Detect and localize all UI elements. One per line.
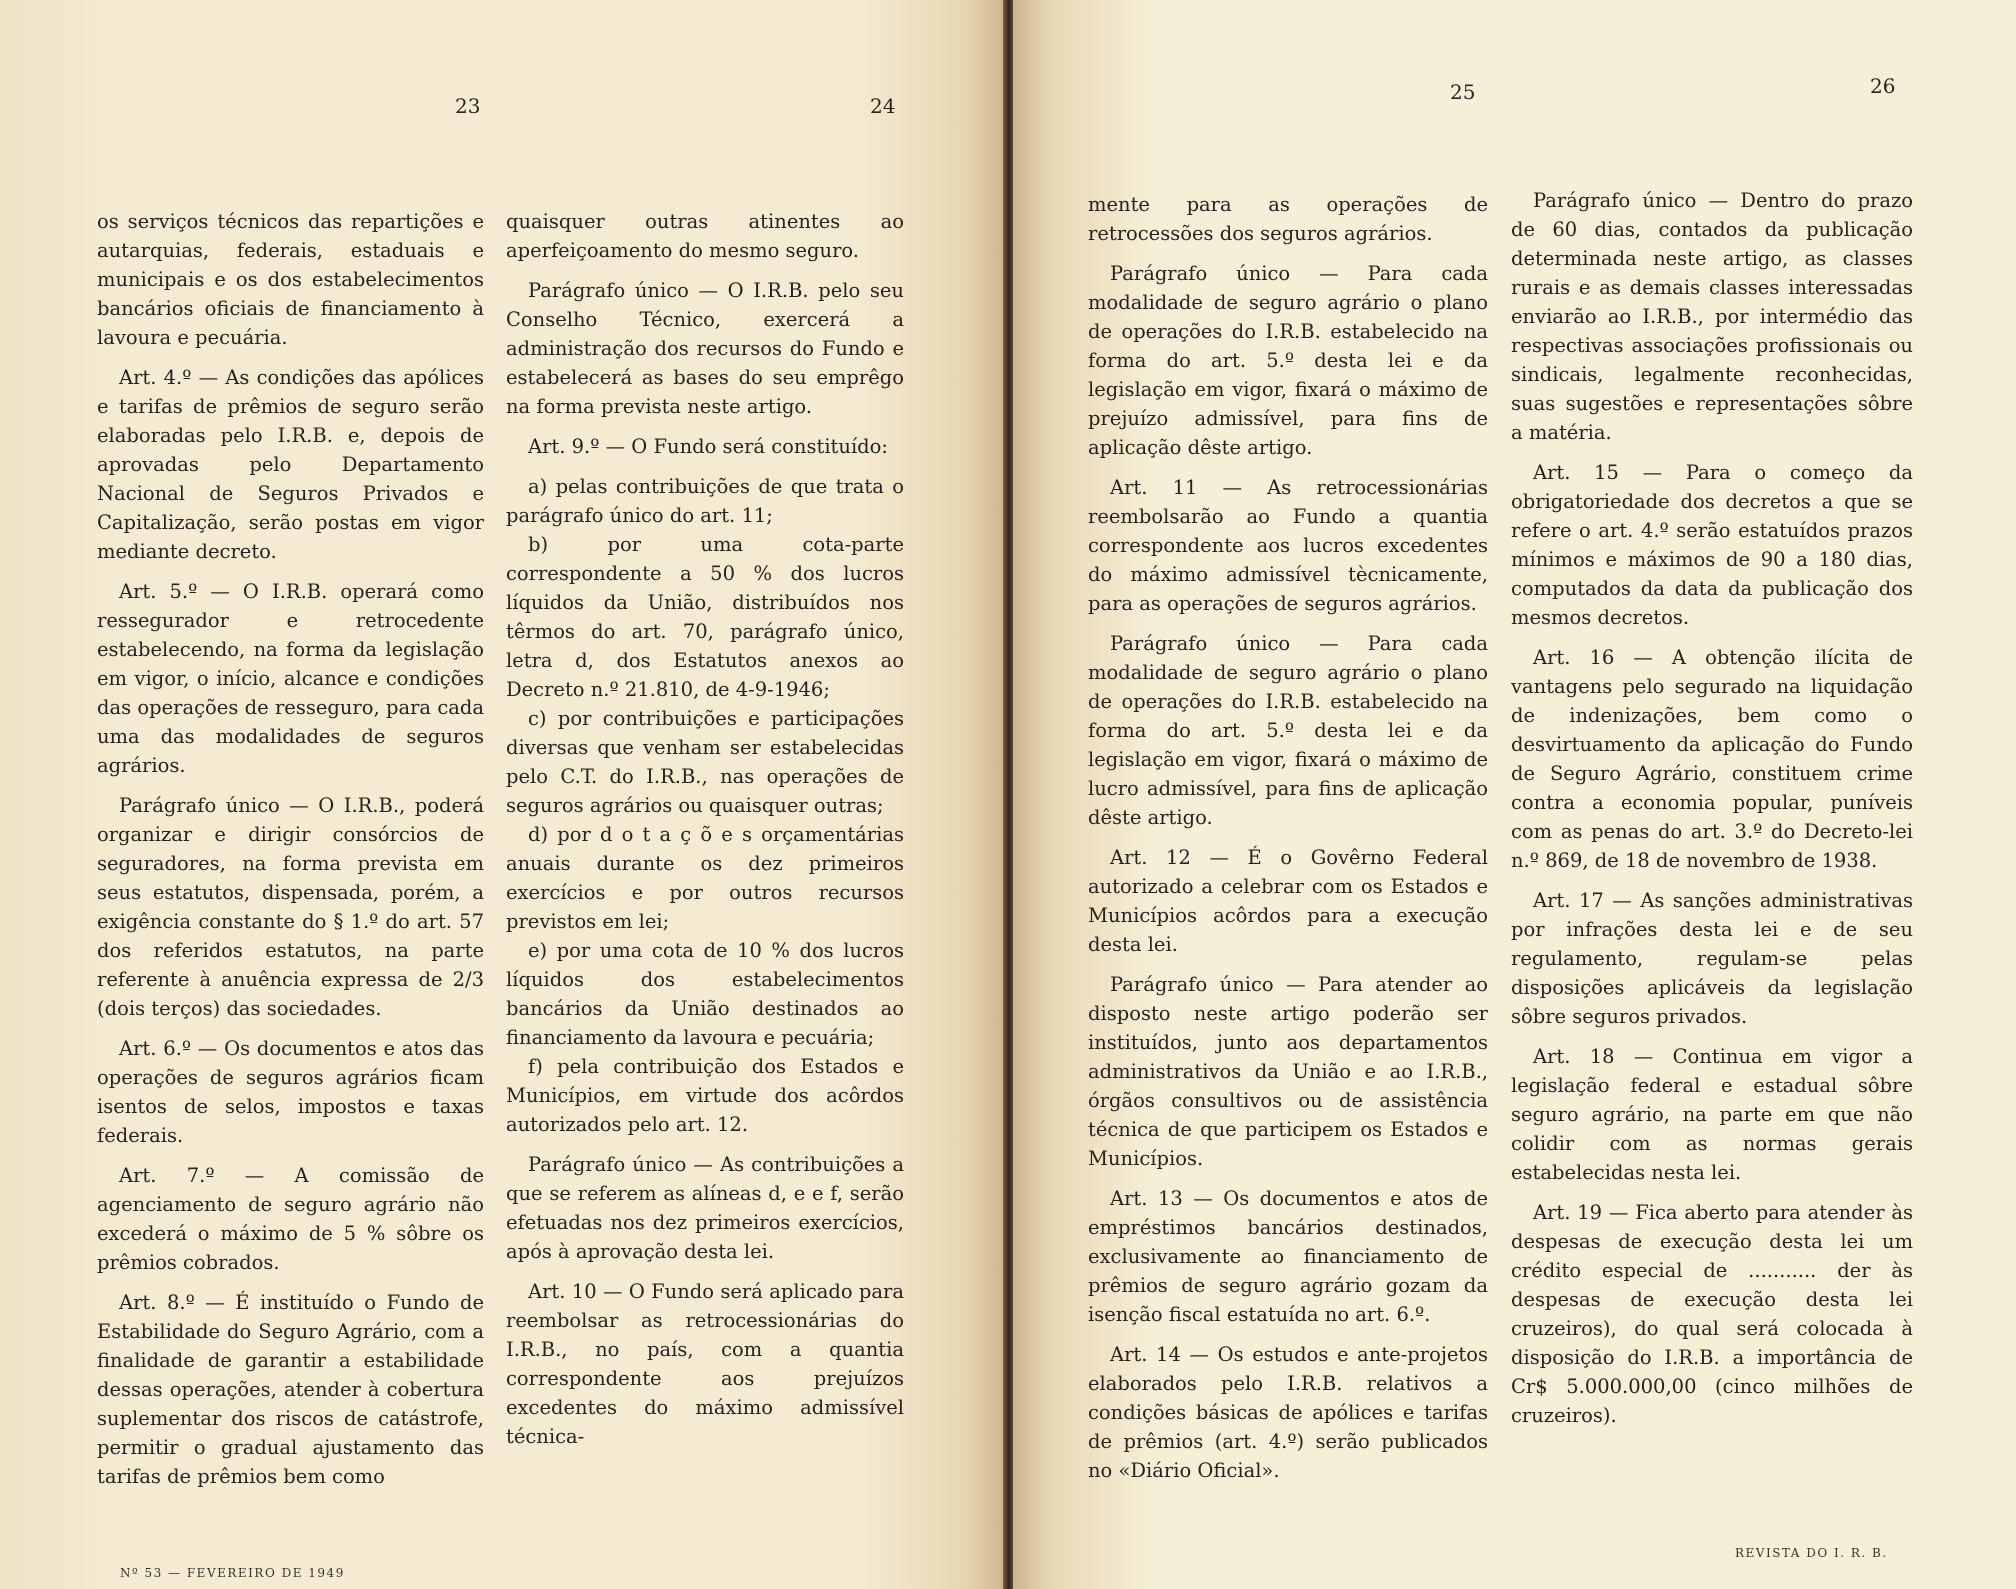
footer-issue: Nº 53 — FEVEREIRO DE 1949 xyxy=(120,1566,345,1580)
list-item: f) pela contribuição dos Estados e Municípios, em virtude dos acôrdos autorizados pelo art. 12. xyxy=(506,1055,904,1136)
paragraph: Parágrafo único — Para cada modalidade de seguro agrário o plano de operações do I.R.B. estabelecido na forma do art. 5.º desta lei e da legislação em vigor, fixará o máximo de lucro admissível, para fins de aplicação dêste artigo. xyxy=(1088,632,1488,829)
paragraph: Art. 10 — O Fundo será aplicado para reembolsar as retrocessionárias do I.R.B., no país, com a quantia correspondente aos prejuízos excedentes do máximo admissível técnica- xyxy=(506,1280,904,1448)
paragraph: Parágrafo único — O I.R.B., poderá organizar e dirigir consórcios de seguradores, na forma prevista em seus estatutos, dispensada, porém, a exigência constante do § 1.º do art. 57 dos referidos estatutos, na parte referente à anuência expressa de 2/3 (dois terços) das sociedades. xyxy=(97,794,484,1020)
page-number-24: 24 xyxy=(870,94,896,118)
paragraph: Art. 7.º — A comissão de agenciamento de seguro agrário não excederá o máximo de 5 % sôbre os prêmios cobrados. xyxy=(97,1164,484,1274)
paragraph: Art. 18 — Continua em vigor a legislação federal e estadual sôbre seguro agrário, na parte em que não colidir com as normas gerais estabelecidas nesta lei. xyxy=(1511,1045,1913,1184)
column-page-26 xyxy=(1511,186,1913,1441)
paragraph: Art. 13 — Os documentos e atos de empréstimos bancários destinados, exclusivamente ao financiamento de prêmios de seguro agrário gozam da isenção fiscal estatuída no art. 6.º. xyxy=(1088,1187,1488,1326)
paragraph: Parágrafo único — As contribuições a que se referem as alíneas d, e e f, serão efetuadas nos dez primeiros exercícios, após à aprovação desta lei. xyxy=(506,1153,904,1263)
paragraph: Art. 17 — As sanções administrativas por infrações desta lei e de seu regulamento, regulam-se pelas disposições aplicáveis da legislação sôbre seguros privados. xyxy=(1511,889,1913,1028)
paragraph: Art. 14 — Os estudos e ante-projetos elaborados pelo I.R.B. relativos a condições básicas de apólices e tarifas de prêmios (art. 4.º) serão publicados no «Diário Oficial». xyxy=(1088,1343,1488,1482)
column-page-24 xyxy=(506,207,904,1462)
paragraph: Parágrafo único — Para cada modalidade de seguro agrário o plano de operações do I.R.B. estabelecido na forma do art. 5.º desta lei e da legislação em vigor, fixará o máximo de prejuízo admissível, para fins de aplicação dêste artigo. xyxy=(1088,262,1488,459)
page-number-23: 23 xyxy=(455,94,481,118)
column-page-23 xyxy=(97,207,484,1502)
list-item: e) por uma cota de 10 % dos lucros líquidos dos estabelecimentos bancários da União destinados ao financiamento da lavoura e pecuária; xyxy=(506,939,904,1049)
paragraph: Art. 11 — As retrocessionárias reembolsarão ao Fundo a quantia correspondente aos lucros excedentes do máximo admissível tècnicamente, para as operações de seguros agrários. xyxy=(1088,476,1488,615)
paragraph: Art. 6.º — Os documentos e atos das operações de seguros agrários ficam isentos de selos, impostos e taxas federais. xyxy=(97,1037,484,1147)
list-item: a) pelas contribuições de que trata o parágrafo único do art. 11; xyxy=(506,475,904,527)
paragraph: os serviços técnicos das repartições e autarquias, federais, estaduais e municipais e os dos estabelecimentos bancários oficiais de financiamento à lavoura e pecuária. xyxy=(97,210,484,349)
paragraph: Art. 8.º — É instituído o Fundo de Estabilidade do Seguro Agrário, com a finalidade de garantir a estabilidade dessas operações, atender à cobertura suplementar dos riscos de catástrofe, permitir o gradual ajustamento das tarifas de prêmios bem como xyxy=(97,1291,484,1488)
paragraph: Art. 12 — É o Govêrno Federal autorizado a celebrar com os Estados e Municípios acôrdos para a execução desta lei. xyxy=(1088,846,1488,956)
paragraph: Parágrafo único — Para atender ao disposto neste artigo poderão ser instituídos, junto aos departamentos administrativos da União e ao I.R.B., órgãos consultivos ou de assistência técnica de que participem os Estados e Municípios. xyxy=(1088,973,1488,1170)
list-item: d) por d o t a ç õ e s orçamentárias anuais durante os dez primeiros exercícios e por outros recursos previstos em lei; xyxy=(506,823,904,933)
column-page-25 xyxy=(1088,190,1488,1496)
footer-publication: REVISTA DO I. R. B. xyxy=(1735,1546,1888,1560)
page-number-25: 25 xyxy=(1450,80,1476,104)
paragraph: Parágrafo único — Dentro do prazo de 60 dias, contados da publicação determinada neste artigo, as classes rurais e as demais classes interessadas enviarão ao I.R.B., por intermédio das respectivas associações profissionais ou sindicais, legalmente reconhecidas, suas sugestões e representações sôbre a matéria. xyxy=(1511,189,1913,444)
left-page xyxy=(0,0,1005,1589)
page-number-26: 26 xyxy=(1870,74,1896,98)
paragraph: Art. 16 — A obtenção ilícita de vantagens pelo segurado na liquidação de indenizações, bem como o desvirtuamento da aplicação do Fundo de Seguro Agrário, constituem crime contra a economia popular, puníveis com as penas do art. 3.º do Decreto-lei n.º 869, de 18 de novembro de 1938. xyxy=(1511,646,1913,872)
paragraph: mente para as operações de retrocessões dos seguros agrários. xyxy=(1088,193,1488,245)
paragraph: Art. 4.º — As condições das apólices e tarifas de prêmios de seguro serão elaboradas pelo I.R.B. e, depois de aprovadas pelo Departamento Nacional de Seguros Privados e Capitalização, serão postas em vigor mediante decreto. xyxy=(97,366,484,563)
list-item: c) por contribuições e participações diversas que venham ser estabelecidas pelo C.T. do I.R.B., nas operações de seguros agrários ou quaisquer outras; xyxy=(506,707,904,817)
right-page xyxy=(1013,0,2016,1589)
paragraph: Art. 5.º — O I.R.B. operará como ressegurador e retrocedente estabelecendo, na forma da legislação em vigor, o início, alcance e condições das operações de resseguro, para cada uma das modalidades de seguros agrários. xyxy=(97,580,484,777)
list-item: b) por uma cota-parte correspondente a 50 % dos lucros líquidos da União, distribuídos nos têrmos do art. 70, parágrafo único, letra d, dos Estatutos anexos ao Decreto n.º 21.810, de 4-9-1946; xyxy=(506,533,904,701)
paragraph: Parágrafo único — O I.R.B. pelo seu Conselho Técnico, exercerá a administração dos recursos do Fundo e estabelecerá as bases do seu emprêgo na forma prevista neste artigo. xyxy=(506,279,904,418)
paragraph: Art. 15 — Para o começo da obrigatoriedade dos decretos a que se refere o art. 4.º serão estatuídos prazos mínimos e máximos de 90 a 180 dias, computados da data da publicação dos mesmos decretos. xyxy=(1511,461,1913,629)
paragraph: quaisquer outras atinentes ao aperfeiçoamento do mesmo seguro. xyxy=(506,210,904,262)
paragraph: Art. 19 — Fica aberto para atender às despesas de execução desta lei um crédito especial de ........... der às despesas de execução desta lei cruzeiros), do qual será colocada à disposição do I.R.B. a importância de Cr$ 5.000.000,00 (cinco milhões de cruzeiros). xyxy=(1511,1201,1913,1427)
paragraph: Art. 9.º — O Fundo será constituído: xyxy=(528,435,888,458)
